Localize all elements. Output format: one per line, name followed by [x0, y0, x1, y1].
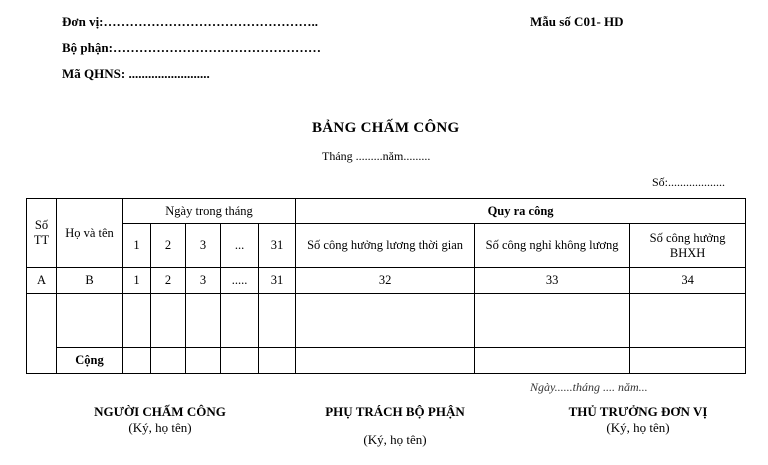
code-cell: 2 — [151, 268, 186, 294]
table-cell — [221, 294, 259, 348]
code-cell: B — [57, 268, 123, 294]
table-cell — [259, 348, 296, 374]
table-cell — [123, 348, 151, 374]
col-stt-header: Số TT — [27, 199, 57, 268]
signature-title: PHỤ TRÁCH BỘ PHẬN — [325, 404, 465, 419]
signature-note: (Ký, họ tên) — [128, 420, 192, 435]
table-cell — [27, 294, 57, 374]
col-name-header: Họ và tên — [57, 199, 123, 268]
don-vi-line: Đơn vị:………………………………………….. — [62, 14, 319, 29]
day-header: 2 — [151, 224, 186, 268]
document-number: Số:................... — [652, 175, 726, 189]
day-header: ... — [221, 224, 259, 268]
header-row-2 — [27, 224, 746, 268]
blank-row — [27, 294, 746, 348]
header-row-1 — [27, 199, 746, 224]
table-cell — [151, 294, 186, 348]
code-cell: 33 — [475, 268, 630, 294]
total-label: Cộng — [57, 348, 123, 374]
table-cell — [630, 348, 746, 374]
table-cell — [221, 348, 259, 374]
quyra-header: Số công nghỉ không lương — [475, 224, 630, 268]
quyra-header: Số công hưởng lương thời gian — [296, 224, 475, 268]
days-group-header: Ngày trong tháng — [123, 199, 296, 224]
table-cell — [151, 348, 186, 374]
attendance-table — [26, 198, 746, 374]
document-title: BẢNG CHẤM CÔNG — [312, 120, 460, 136]
day-header: 1 — [123, 224, 151, 268]
code-cell: 32 — [296, 268, 475, 294]
signature-nguoi-cham-cong — [70, 404, 250, 436]
signature-note: (Ký, họ tên) — [606, 420, 670, 435]
signature-thu-truong — [543, 404, 733, 436]
table-cell — [259, 294, 296, 348]
table-cell — [296, 348, 475, 374]
table-cell — [296, 294, 475, 348]
table-cell — [57, 294, 123, 348]
month-year-line: Tháng .........năm......... — [322, 149, 431, 163]
table-cell — [475, 294, 630, 348]
table-cell — [186, 294, 221, 348]
signature-phu-trach — [305, 404, 485, 448]
code-cell: 3 — [186, 268, 221, 294]
code-cell: ..... — [221, 268, 259, 294]
code-cell: A — [27, 268, 57, 294]
code-cell: 1 — [123, 268, 151, 294]
quyra-group-header: Quy ra công — [296, 199, 746, 224]
table-cell — [475, 348, 630, 374]
table-cell — [123, 294, 151, 348]
quyra-header: Số công hưởng BHXH — [630, 224, 746, 268]
table-cell — [186, 348, 221, 374]
ma-qhns-line: Mã QHNS: ......................... — [62, 66, 210, 81]
signature-title: NGƯỜI CHẤM CÔNG — [94, 404, 226, 419]
signature-title: THỦ TRƯỞNG ĐƠN VỊ — [568, 404, 708, 419]
date-line: Ngày......tháng .... năm... — [530, 380, 648, 394]
code-cell: 31 — [259, 268, 296, 294]
table-cell — [630, 294, 746, 348]
day-header: 31 — [259, 224, 296, 268]
day-header: 3 — [186, 224, 221, 268]
code-cell: 34 — [630, 268, 746, 294]
bo-phan-line: Bộ phận:………………………………………… — [62, 40, 321, 55]
total-row — [27, 348, 746, 374]
form-number: Mẫu số C01- HD — [530, 14, 624, 29]
code-row — [27, 268, 746, 294]
signature-note: (Ký, họ tên) — [363, 432, 427, 447]
